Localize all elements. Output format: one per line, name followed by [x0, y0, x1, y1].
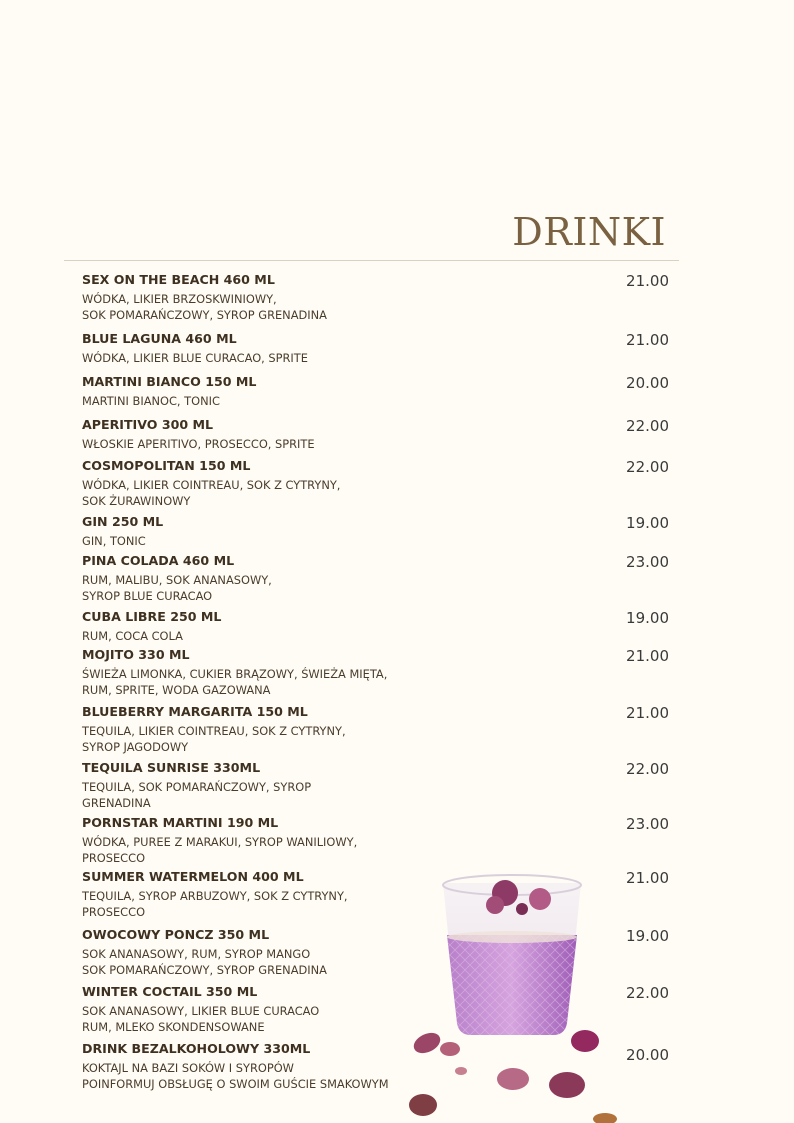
item-description: ŚWIEŻA LIMONKA, CUKIER BRĄZOWY, ŚWIEŻA MIĘTA, RUM, SPRITE, WODA GAZOWANA	[82, 667, 388, 697]
menu-item-tequila-sunrise	[82, 760, 672, 811]
menu-item-drink-bezalkoholowy	[82, 1041, 672, 1092]
item-name: SEX ON THE BEACH 460 ML	[82, 272, 275, 287]
item-price: 21.00	[626, 704, 669, 722]
item-price: 22.00	[626, 458, 669, 476]
item-name: MARTINI BIANCO 150 ML	[82, 374, 257, 389]
title-divider	[64, 260, 679, 261]
menu-item-aperitivo	[82, 417, 672, 452]
item-name: BLUEBERRY MARGARITA 150 ML	[82, 704, 308, 719]
item-price: 22.00	[626, 417, 669, 435]
item-price: 22.00	[626, 984, 669, 1002]
menu-item-sex-on-the-beach	[82, 272, 672, 323]
item-name: PINA COLADA 460 ML	[82, 553, 235, 568]
item-price: 19.00	[626, 927, 669, 945]
item-description: SOK ANANASOWY, LIKIER BLUE CURACAO RUM, MLEKO SKONDENSOWANE	[82, 1004, 320, 1034]
item-price: 21.00	[626, 331, 669, 349]
item-description: WÓDKA, LIKIER BRZOSKWINIOWY, SOK POMARAŃCZOWY, SYROP GRENADINA	[82, 292, 327, 322]
item-description: WÓDKA, PUREE Z MARAKUI, SYROP WANILIOWY, PROSECCO	[82, 835, 358, 865]
menu-item-summer-watermelon	[82, 869, 672, 920]
menu-item-winter-coctail	[82, 984, 672, 1035]
item-price: 21.00	[626, 272, 669, 290]
item-price: 23.00	[626, 553, 669, 571]
menu-item-mojito	[82, 647, 672, 698]
item-name: COSMOPOLITAN 150 ML	[82, 458, 251, 473]
item-name: TEQUILA SUNRISE 330ML	[82, 760, 261, 775]
item-name: PORNSTAR MARTINI 190 ML	[82, 815, 279, 830]
menu-item-blue-laguna	[82, 331, 672, 366]
menu-item-pornstar-martini	[82, 815, 672, 866]
item-price: 19.00	[626, 514, 669, 532]
item-description: TEQUILA, SYROP ARBUZOWY, SOK Z CYTRYNY, PROSECCO	[82, 889, 348, 919]
item-description: TEQUILA, LIKIER COINTREAU, SOK Z CYTRYNY, SYROP JAGODOWY	[82, 724, 346, 754]
item-description: KOKTAJL NA BAZI SOKÓW I SYROPÓW POINFORMUJ OBSŁUGĘ O SWOIM GUŚCIE SMAKOWYM	[82, 1061, 389, 1091]
item-price: 19.00	[626, 609, 669, 627]
menu-item-owocowy-poncz	[82, 927, 672, 978]
item-description: WÓDKA, LIKIER COINTREAU, SOK Z CYTRYNY, SOK ŻURAWINOWY	[82, 478, 341, 508]
item-description: RUM, COCA COLA	[82, 629, 183, 643]
page-title: DRINKI	[512, 210, 666, 254]
item-description: GIN, TONIC	[82, 534, 146, 548]
menu-item-gin	[82, 514, 672, 549]
item-price: 21.00	[626, 869, 669, 887]
item-description: MARTINI BIANOC, TONIC	[82, 394, 220, 408]
item-description: SOK ANANASOWY, RUM, SYROP MANGO SOK POMARAŃCZOWY, SYROP GRENADINA	[82, 947, 327, 977]
item-name: OWOCOWY PONCZ 350 ML	[82, 927, 270, 942]
item-name: MOJITO 330 ML	[82, 647, 190, 662]
menu-item-martini-bianco	[82, 374, 672, 409]
item-description: TEQUILA, SOK POMARAŃCZOWY, SYROP GRENADINA	[82, 780, 312, 810]
item-name: DRINK BEZALKOHOLOWY 330ML	[82, 1041, 311, 1056]
item-description: RUM, MALIBU, SOK ANANASOWY, SYROP BLUE CURACAO	[82, 573, 272, 603]
menu-item-pina-colada	[82, 553, 672, 604]
item-price: 20.00	[626, 1046, 669, 1064]
item-name: SUMMER WATERMELON 400 ML	[82, 869, 304, 884]
item-price: 22.00	[626, 760, 669, 778]
item-description: WŁOSKIE APERITIVO, PROSECCO, SPRITE	[82, 437, 315, 451]
item-name: WINTER COCTAIL 350 ML	[82, 984, 258, 999]
item-description: WÓDKA, LIKIER BLUE CURACAO, SPRITE	[82, 351, 308, 365]
menu-item-cuba-libre	[82, 609, 672, 644]
menu-item-blueberry-margarita	[82, 704, 672, 755]
item-name: CUBA LIBRE 250 ML	[82, 609, 222, 624]
item-name: BLUE LAGUNA 460 ML	[82, 331, 237, 346]
item-price: 20.00	[626, 374, 669, 392]
item-price: 23.00	[626, 815, 669, 833]
item-name: GIN 250 ML	[82, 514, 164, 529]
menu-item-cosmopolitan	[82, 458, 672, 509]
item-name: APERITIVO 300 ML	[82, 417, 214, 432]
item-price: 21.00	[626, 647, 669, 665]
